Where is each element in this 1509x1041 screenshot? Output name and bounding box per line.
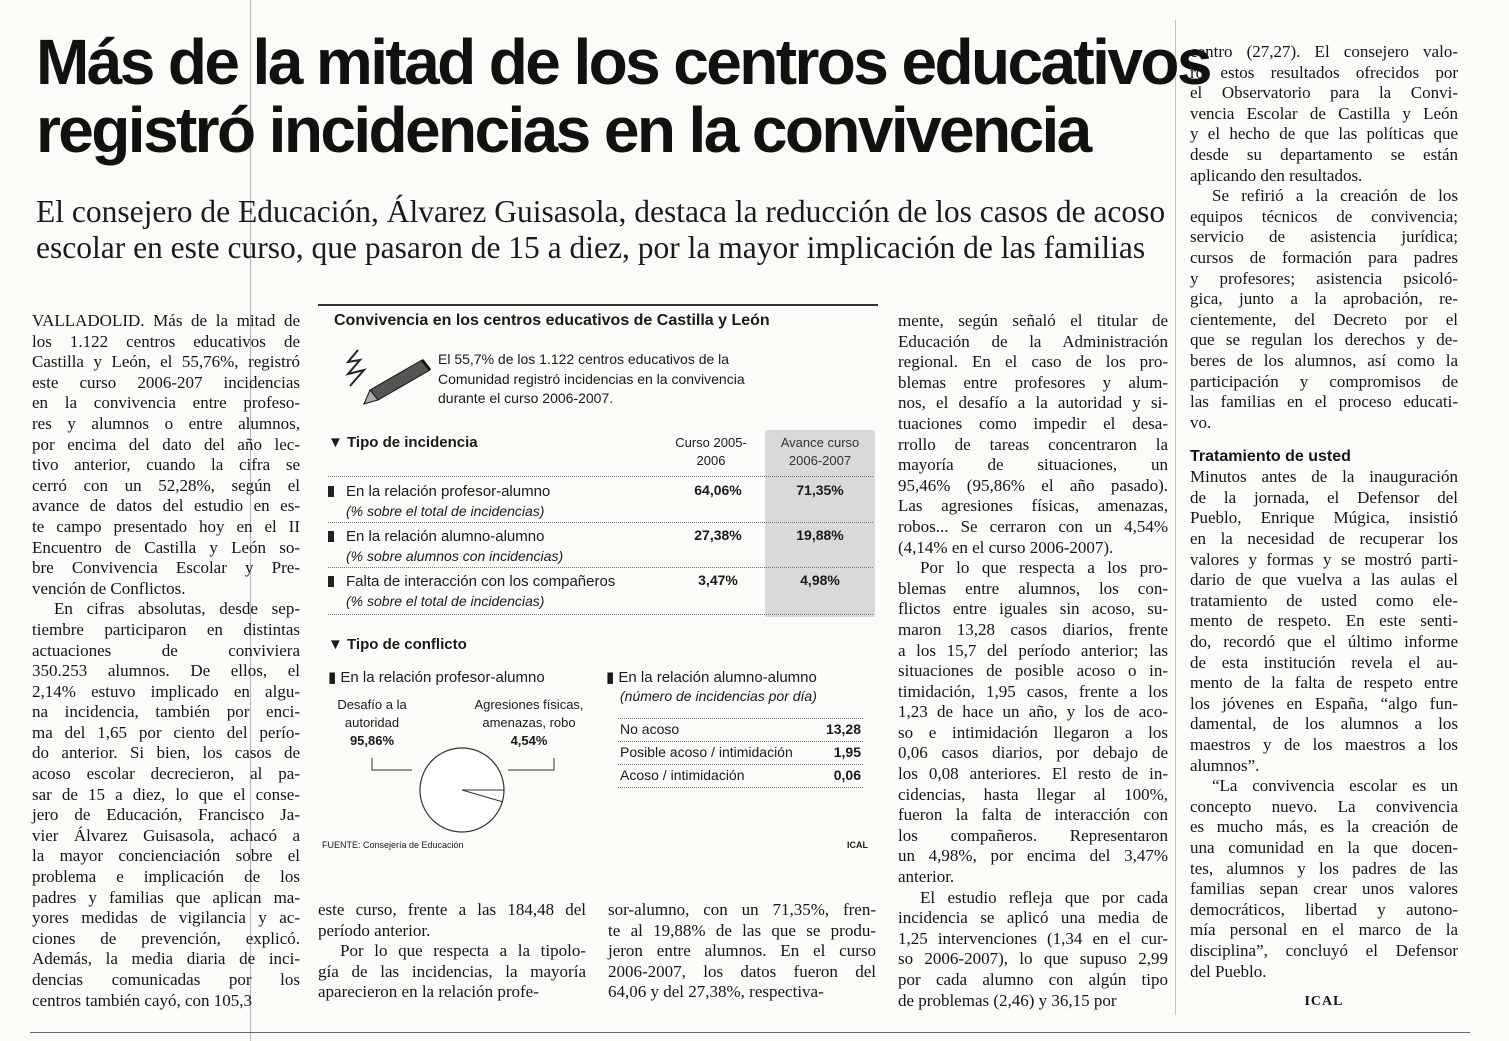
text-line: padres y familias que aplican ma-	[32, 887, 300, 907]
text-line: 0,06 casos diarios, por debajo de	[898, 743, 1168, 763]
signature: ICAL	[1304, 994, 1344, 1010]
text-line: Educación de la Administración	[898, 331, 1168, 351]
text-line: tes, alumnos y los padres de las	[1190, 858, 1458, 878]
text-line: ró estos resultados ofrecidos por	[1190, 62, 1458, 82]
text-line: 95,46% (95,86% el año pasado).	[898, 475, 1168, 495]
subchart-subtitle: (número de incidencias por día)	[620, 688, 817, 704]
divider	[328, 476, 873, 477]
text-line: anterior.	[898, 867, 955, 887]
subchart-title-text: En la relación alumno-alumno	[618, 669, 817, 686]
row-label: Acoso / intimidación	[620, 767, 745, 783]
text-line: dario de que vuelva a las aulas el	[1190, 570, 1458, 590]
text-line: el Observatorio para la Convi-	[1190, 83, 1458, 103]
text-line: bre Convivencia Escolar y Pre-	[32, 558, 300, 578]
text-line: VALLADOLID. Más de la mitad de	[32, 311, 300, 330]
bullet-icon	[328, 531, 334, 542]
text-line: “La convivencia escolar es un	[1212, 776, 1458, 796]
text-line: vención de Conflictos.	[32, 578, 186, 598]
table-heading: ▼ Tipo de incidencia	[328, 434, 478, 451]
text-line: en la necesidad de recuperar los	[1190, 529, 1458, 549]
row-label: Posible acoso / intimidación	[620, 744, 793, 760]
divider	[328, 522, 873, 523]
text-line: sar de 15 a diez, lo que el conse-	[32, 784, 300, 804]
text-line: beres de los alumnos, así como la	[1190, 350, 1458, 370]
text-line: Encuentro de Castilla y León so-	[32, 537, 300, 557]
text-line: aplicando den resultados.	[1190, 165, 1363, 185]
headline-line: registró incidencias en la convivencia	[36, 94, 1090, 166]
text-line: Además, la media diaria de inci-	[32, 949, 300, 969]
row-label: En la relación profesor-alumno	[346, 483, 551, 500]
value-2005: 27,38%	[694, 527, 742, 543]
text-line: Pueblo, Enrique Múgica, insistió	[1190, 508, 1458, 528]
divider	[30, 1032, 1470, 1033]
text-line: Las agresiones físicas, amenazas,	[898, 496, 1168, 516]
text-line: fueron la falta de interacción con	[898, 805, 1168, 825]
divider	[328, 567, 873, 568]
text-line: gica, junto a la aprobación, re-	[1190, 289, 1458, 309]
row-label: Falta de interacción con los compañeros	[346, 573, 616, 590]
row-value: 1,95	[833, 744, 861, 760]
text-line: cidencias, hasta llegar al 100%,	[898, 784, 1168, 804]
text-line: Por lo que respecta a los pro-	[920, 558, 1168, 578]
text-line: disciplina”, concluyó el Defensor	[1190, 940, 1458, 960]
row-sublabel: (% sobre alumnos con incidencias)	[346, 548, 564, 564]
row-label: No acoso	[620, 721, 680, 737]
text-line: un 4,98%, por encima del 3,47%	[898, 846, 1168, 866]
text-line: centros también cayó, con 105,3	[32, 990, 252, 1010]
text-line: yores medidas de vigilancia y ac-	[32, 908, 300, 928]
text-line: El estudio refleja que por cada	[920, 887, 1168, 907]
text-line: y profesores; asistencia psicoló-	[1190, 268, 1458, 288]
text-line: tivo anterior, cuando la cifra se	[32, 455, 300, 475]
pie-label	[322, 696, 422, 750]
headline	[36, 26, 1210, 166]
text-line: jeron entre alumnos. En el curso	[608, 941, 876, 961]
text-line: período anterior.	[318, 920, 431, 940]
infographic-title: Convivencia en los centros educativos de Castilla y León	[334, 312, 770, 329]
text-line: mento de la falta de respeto entre	[1190, 673, 1458, 693]
text-line: valores y formas y se mostró parti-	[1190, 549, 1458, 569]
text-line: los jóvenes en España, “algo fun-	[1190, 693, 1458, 713]
row-value: 13,28	[825, 721, 861, 737]
value-2006: 4,98%	[800, 572, 840, 588]
text-line: 64,06 y del 27,38%, respectiva-	[608, 982, 824, 1002]
text-line: res y alumnos o entre alumnos,	[32, 413, 300, 433]
text-line: y el hecho de que las políticas que	[1190, 124, 1458, 144]
text-line: so 2006-2007), lo que supuso 2,99	[898, 949, 1168, 969]
text-line: los compañeros. Representaron	[898, 825, 1168, 845]
scan-fold-line	[1175, 20, 1176, 1015]
text-line: a los 15,7 del período anterior; las	[898, 640, 1168, 660]
text-line: mente, según señaló el titular de	[898, 311, 1168, 330]
text-line: maron 13,28 casos diarios, frente	[898, 619, 1168, 639]
text-line: de problemas (2,46) y 36,15 por	[898, 990, 1117, 1010]
conflict-heading: ▼ Tipo de conflicto	[328, 636, 467, 653]
text-line: 2006-2007, los datos fueron del	[608, 961, 876, 981]
text-line: regional. En el caso de los pro-	[898, 352, 1168, 372]
text-line: actuaciones de conviviera	[32, 640, 300, 660]
text-line: democráticos, libertad y autono-	[1190, 899, 1458, 919]
text-line: vo.	[1190, 412, 1212, 432]
text-line: Minutos antes de la inauguración	[1190, 467, 1458, 487]
text-line: 1,23 de hace un año, y los de aco-	[898, 702, 1168, 722]
article-column-4	[898, 311, 1168, 1011]
text-line: 1,25 intervenciones (1,34 en el cur-	[898, 928, 1168, 948]
subchart-title: ▮ En la relación profesor-alumno	[328, 669, 545, 686]
text-line: Por lo que respecta a la tipolo-	[340, 941, 586, 961]
divider	[328, 614, 873, 615]
text-line: la mayor concienciación sobre el	[32, 846, 300, 866]
text-line: los 0,08 anteriores. El resto de in-	[898, 764, 1168, 784]
text-line: na incidencia, también por enci-	[32, 702, 300, 722]
row-sublabel: (% sobre el total de incidencias)	[346, 593, 545, 609]
text-line: servicio de asistencia jurídica;	[1190, 227, 1458, 247]
table-heading-text: Tipo de incidencia	[347, 434, 478, 451]
text-line: blemas entre alumnos, los con-	[898, 578, 1168, 598]
article-column-5	[1190, 42, 1458, 1013]
text-line: incidencia se aplicó una media de	[898, 908, 1168, 928]
pie-label-name: Desafío a la autoridad	[337, 697, 407, 730]
subheadline	[36, 194, 1176, 266]
text-line: 2,14% estuvo implicado en algu-	[32, 681, 300, 701]
pie-chart	[358, 746, 578, 836]
table-row	[618, 765, 863, 788]
text-line: robos... Se cerraron con un 4,54%	[898, 516, 1168, 536]
bullet-icon	[328, 576, 334, 587]
text-line: mayoría de situaciones, un	[898, 455, 1168, 475]
text-line: por encima del dato del año lec-	[32, 434, 300, 454]
source-note: FUENTE: Consejería de Educación	[322, 840, 464, 850]
column-header: Avance curso 2006-2007	[780, 435, 860, 468]
text-line: (4,14% en el curso 2006-2007).	[898, 537, 1114, 557]
infographic-intro: El 55,7% de los 1.122 centros educativos de la Comunidad registró incidencias en la convivencia durante el curso 2006-2007.	[438, 351, 745, 406]
subchart-title-text: En la relación profesor-alumno	[340, 669, 545, 686]
text-line: En cifras absolutas, desde sep-	[54, 599, 300, 619]
subhead-line: El consejero de Educación, Álvarez Guisasola, destaca la reducción de los casos de acoso	[36, 194, 1166, 229]
text-line: acoso escolar decrecieron, al pa-	[32, 764, 300, 784]
row-sublabel: (% sobre el total de incidencias)	[346, 503, 545, 519]
table-row	[618, 718, 863, 742]
text-line: so e intimidación llegaron a los	[898, 722, 1168, 742]
text-line: Se refirió a la creación de los	[1212, 186, 1458, 206]
text-line: aparecieron en la relación profe-	[318, 982, 539, 1002]
text-line: cursos de formación para padres	[1190, 247, 1458, 267]
text-line: una comunidad en la que docen-	[1190, 837, 1458, 857]
headline-line: Más de la mitad de los centros educativos	[36, 26, 1210, 98]
article-column-1	[32, 311, 300, 1011]
text-line: desde su departamento se están	[1190, 144, 1458, 164]
section-heading: Tratamiento de usted	[1190, 448, 1351, 466]
text-line: mía personal en el marco de la	[1190, 920, 1458, 940]
text-line: ma del 1,65 por ciento del perío-	[32, 722, 300, 742]
text-line: de la jornada, el Defensor del	[1190, 487, 1458, 507]
text-line: nos, el desafío a la autoridad y si-	[898, 393, 1168, 413]
value-2006: 19,88%	[796, 527, 844, 543]
credit: ICAL	[847, 840, 868, 850]
text-line: flictos entre iguales sin acoso, su-	[898, 599, 1168, 619]
leader-line	[508, 758, 554, 770]
text-line: situaciones de posible acoso o in-	[898, 661, 1168, 681]
text-line: dencias comunicadas por los	[32, 970, 300, 989]
text-line: gía de las incidencias, la mayoría	[318, 961, 586, 981]
column-header: Curso 2005-2006	[675, 435, 747, 468]
text-line: familias sepan crear unos valores	[1190, 879, 1458, 899]
text-line: los 1.122 centros educativos de	[32, 331, 300, 351]
row-value: 0,06	[833, 767, 861, 783]
infographic	[318, 304, 880, 854]
text-line: ciones de prevención, explicó.	[32, 928, 300, 948]
text-line: participación y compromisos de	[1190, 371, 1458, 391]
text-line: equipos técnicos de convivencia;	[1190, 206, 1458, 226]
row-label: En la relación alumno-alumno	[346, 528, 545, 545]
pie-label-value: 4,54%	[510, 733, 548, 748]
value-2005: 64,06%	[694, 482, 742, 498]
table-row	[618, 742, 863, 765]
text-line: tratamiento de usted como ele-	[1190, 590, 1458, 610]
text-line: rrollo de tareas concentraron la	[898, 434, 1168, 454]
text-line: por cada alumno con algún tipo	[898, 970, 1168, 989]
text-line: do, recordó que el último informe	[1190, 632, 1458, 652]
text-line: es mucho más, es la creación de	[1190, 817, 1458, 837]
text-line: vier Álvarez Guisasola, achacó a	[32, 825, 300, 845]
text-line: tuaciones como impedir el desa-	[898, 413, 1168, 433]
pencil-icon	[340, 346, 436, 408]
text-line: centro (27,27). El consejero valo-	[1190, 42, 1458, 61]
bullet-icon	[328, 486, 334, 497]
text-line: las familias en el proceso educati-	[1190, 392, 1458, 412]
text-line: cerró con un 52,28%, según el	[32, 475, 300, 495]
text-line: de esta institución revela el au-	[1190, 652, 1458, 672]
leader-line	[372, 758, 412, 770]
text-line: te campo presentado hoy en el II	[32, 516, 300, 536]
text-line: del Pueblo.	[1190, 961, 1267, 981]
text-line: que se regulan los derechos y de-	[1190, 330, 1458, 350]
text-line: cientemente, del Decreto por el	[1190, 309, 1458, 329]
text-line: este curso 2006-207 incidencias	[32, 372, 300, 392]
subhead-line: escolar en este curso, que pasaron de 15 a diez, por la mayor implicación de las familias	[36, 230, 1146, 265]
subchart-title: ▮ En la relación alumno-alumno	[606, 669, 817, 686]
conflict-heading-text: Tipo de conflicto	[347, 636, 467, 653]
text-line: damental, de los alumnos a los	[1190, 714, 1458, 734]
pie-label	[464, 696, 594, 750]
pie-label-value: 95,86%	[349, 733, 395, 748]
text-line: te al 19,88% de las que se produ-	[608, 920, 876, 940]
article-column-3	[608, 900, 876, 1003]
text-line: problema e implicación de los	[32, 867, 300, 887]
text-line: maestros y de los maestros a los	[1190, 735, 1458, 754]
text-line: do anterior. Si bien, los casos de	[32, 743, 300, 763]
text-line: Castilla y León, el 55,76%, registró	[32, 352, 300, 372]
text-line: vencia Escolar de Castilla y León	[1190, 103, 1458, 123]
text-line: sor-alumno, con un 71,35%, fren-	[608, 900, 876, 919]
pie-label-name: Agresiones físicas, amenazas, robo	[474, 697, 584, 730]
value-2005: 3,47%	[698, 572, 738, 588]
text-line: mento de respeto. En este senti-	[1190, 611, 1458, 631]
incidents-table	[618, 718, 863, 788]
text-line: avance de datos del estudio en es-	[32, 496, 300, 516]
article-column-2	[318, 900, 586, 1003]
text-line: concepto nuevo. La convivencia	[1190, 796, 1458, 816]
text-line: en la convivencia entre profeso-	[32, 393, 300, 413]
divider	[318, 304, 878, 306]
text-line: tiembre participaron en distintas	[32, 619, 300, 639]
text-line: timidación, 1,95 casos, frente a los	[898, 681, 1168, 701]
text-line: blemas entre profesores y alum-	[898, 372, 1168, 392]
text-line: jero de Educación, Francisco Ja-	[32, 805, 300, 825]
text-line: 350.253 alumnos. De ellos, el	[32, 661, 300, 681]
value-2006: 71,35%	[796, 482, 844, 498]
text-line: este curso, frente a las 184,48 del	[318, 900, 586, 919]
text-line: alumnos”.	[1190, 755, 1260, 775]
